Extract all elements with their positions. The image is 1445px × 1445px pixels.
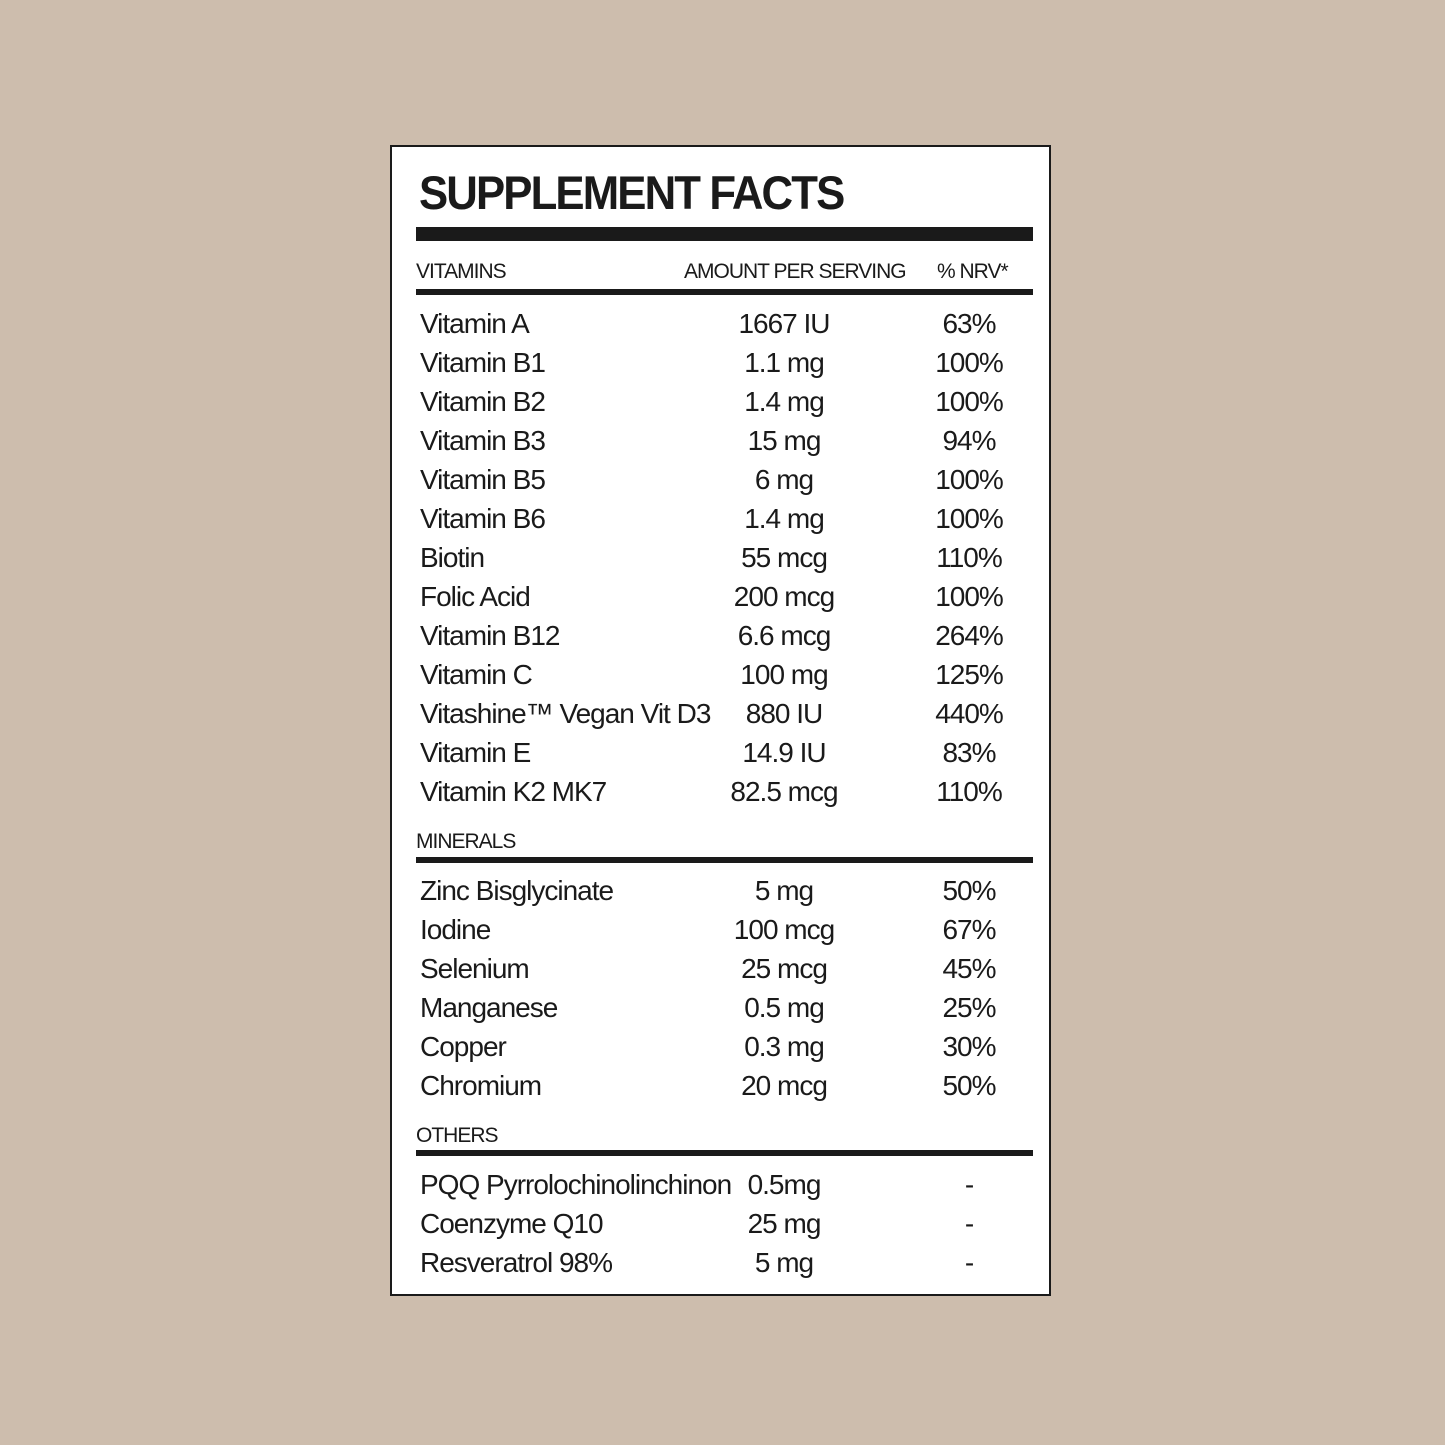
table-row [416,655,1033,694]
table-row [416,910,1033,949]
minerals-header [416,829,1033,855]
nutrient-name: Resveratrol 98% [420,1247,612,1278]
nutrient-amount: 1667 IU [738,308,830,339]
table-row [416,538,1033,577]
nutrient-nrv: 100% [935,464,1003,495]
nutrient-nrv: 50% [942,875,996,906]
nutrient-name: Vitashine™ Vegan Vit D3 [420,698,711,729]
nutrient-name: Vitamin B2 [420,386,545,417]
nutrient-amount: 200 mcg [733,581,835,612]
table-row [416,499,1033,538]
table-row [416,304,1033,343]
nutrient-name: Vitamin E [420,737,531,768]
table-row [416,460,1033,499]
nutrient-nrv: 63% [942,308,996,339]
nutrient-name: Vitamin B12 [420,620,560,651]
panel-title: SUPPLEMENT FACTS [419,166,844,219]
nutrient-amount: 55 mcg [741,542,827,573]
nutrient-name: Biotin [420,542,485,573]
nutrient-name: Vitamin K2 MK7 [420,776,607,807]
nutrient-amount: 6.6 mcg [737,620,831,651]
nutrient-nrv: 100% [935,503,1003,534]
nutrient-name: Iodine [420,914,491,945]
nutrient-nrv: 100% [935,581,1003,612]
nutrient-nrv: 264% [935,620,1003,651]
vitamins-divider [416,289,1033,295]
table-row [416,382,1033,421]
nutrient-amount: 0.5 mg [744,992,824,1023]
nutrient-amount: 14.9 IU [742,737,826,768]
table-row [416,1204,1033,1243]
nutrient-name: Vitamin B5 [420,464,545,495]
nutrient-amount: 5 mg [754,1247,814,1278]
nutrient-nrv: 45% [942,953,996,984]
nutrient-amount: 1.4 mg [744,386,824,417]
table-row [416,949,1033,988]
table-row [416,733,1033,772]
vitamins-header [416,259,1033,285]
nutrient-amount: 100 mcg [733,914,835,945]
nrv-heading: % NRV* [937,260,1008,283]
nutrient-amount: 25 mcg [741,953,827,984]
nutrient-amount: 15 mg [747,425,821,456]
nutrient-amount: 20 mcg [741,1070,827,1101]
nutrient-name: Manganese [420,992,558,1023]
supplement-facts-panel [390,145,1051,1296]
table-row [416,988,1033,1027]
table-row [416,772,1033,811]
nutrient-amount: 25 mg [747,1208,821,1239]
nutrient-name: Vitamin B1 [420,347,545,378]
nutrient-amount: 100 mg [740,659,828,690]
nutrient-nrv: 110% [936,776,1002,807]
nutrient-nrv: 100% [935,386,1003,417]
table-row [416,343,1033,382]
amount-heading: AMOUNT PER SERVING [684,260,906,283]
table-row [416,1165,1033,1204]
nutrient-name: Vitamin B6 [420,503,545,534]
nutrient-amount: 0.5mg [747,1169,821,1200]
title-divider [416,227,1033,241]
table-row [416,1027,1033,1066]
minerals-divider [416,857,1033,863]
nutrient-nrv: 100% [935,347,1003,378]
table-row [416,577,1033,616]
nutrient-amount: 0.3 mg [744,1031,824,1062]
nutrient-name: Chromium [420,1070,542,1101]
others-divider [416,1150,1033,1156]
table-row [416,616,1033,655]
nutrient-amount: 1.1 mg [744,347,824,378]
nutrient-nrv: - [964,1169,974,1200]
nutrient-nrv: 94% [942,425,996,456]
nutrient-name: PQQ Pyrrolochinolinchinon [420,1169,732,1200]
nutrient-nrv: - [964,1247,974,1278]
nutrient-nrv: 30% [942,1031,996,1062]
others-header [416,1123,1033,1149]
vitamins-heading: VITAMINS [416,260,506,283]
nutrient-name: Copper [420,1031,506,1062]
nutrient-amount: 1.4 mg [744,503,824,534]
table-row [416,871,1033,910]
nutrient-name: Vitamin A [420,308,529,339]
nutrient-amount: 5 mg [754,875,814,906]
others-heading: OTHERS [416,1124,498,1147]
table-row [416,1066,1033,1105]
nutrient-name: Vitamin B3 [420,425,545,456]
nutrient-nrv: 83% [942,737,996,768]
table-row [416,694,1033,733]
nutrient-nrv: 110% [936,542,1002,573]
nutrient-nrv: - [964,1208,974,1239]
nutrient-nrv: 67% [942,914,996,945]
nutrient-nrv: 440% [935,698,1003,729]
nutrient-nrv: 50% [942,1070,996,1101]
minerals-heading: MINERALS [416,830,516,853]
nutrient-nrv: 125% [935,659,1003,690]
nutrient-amount: 82.5 mcg [730,776,838,807]
table-row [416,421,1033,460]
table-row [416,1243,1033,1282]
nutrient-amount: 6 mg [754,464,814,495]
nutrient-name: Coenzyme Q10 [420,1208,603,1239]
nutrient-name: Zinc Bisglycinate [420,875,614,906]
nutrient-nrv: 25% [942,992,996,1023]
nutrient-name: Folic Acid [420,581,530,612]
nutrient-amount: 880 IU [745,698,823,729]
nutrient-name: Vitamin C [420,659,532,690]
nutrient-name: Selenium [420,953,529,984]
